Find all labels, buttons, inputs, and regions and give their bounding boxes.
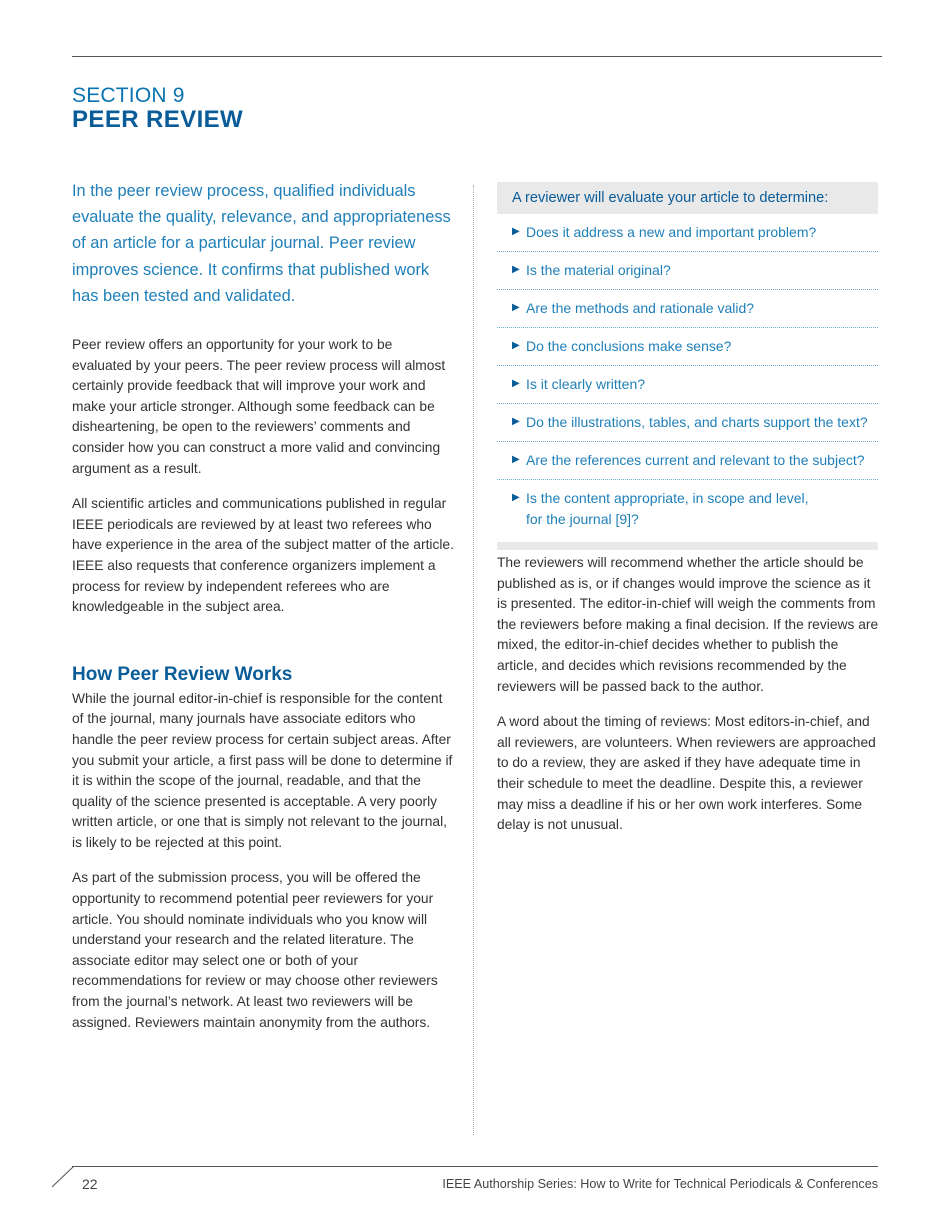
reviewer-checklist-box [497, 182, 878, 550]
body-paragraph-3: While the journal editor-in-chief is responsible for the content of the journal, many journals have associate editors who handle the peer review process for certain subject areas. After you submit your article, a first pass will be done to determine if it is within the scope of the journal, readable, and that the quality of the science presented is acceptable. A very poorly written article, or one that is simply not relevant to the journal, is likely to be rejected at this point. [72, 690, 453, 850]
checklist [497, 214, 878, 542]
footer-slash-icon [52, 1166, 76, 1188]
list-item: ▶ Is the material original? [497, 252, 878, 290]
list-item: ▶ Do the illustrations, tables, and charts support the text? [497, 404, 878, 442]
triangle-bullet-icon: ▶ [512, 264, 520, 275]
body-paragraph-1: Peer review offers an opportunity for your work to be evaluated by your peers. The peer review process will almost certainly provide feedback that will improve your work and make your article stronger. Although some feedback can be disheartening, be open to the reviewers’ comments and consider how you can construct a more valid and convincing argument as a result. [72, 337, 446, 476]
list-item: ▶ Is the content appropriate, in scope and level, for the journal [9]? [512, 490, 809, 527]
right-paragraph-2: A word about the timing of reviews: Most editors-in-chief, and all reviewers, are volunteers. When reviewers are approached to do a review, they are asked if they have adequate time in their schedule to meet the deadline. Despite this, a reviewer may miss a deadline if his or her own work interferes. Some delay is not unusual. [497, 714, 876, 833]
left-column [72, 178, 454, 1033]
triangle-bullet-icon: ▶ [512, 378, 520, 389]
triangle-bullet-icon: ▶ [512, 454, 520, 465]
footer-rule [72, 1166, 878, 1167]
triangle-bullet-icon: ▶ [512, 416, 520, 427]
triangle-bullet-icon: ▶ [512, 226, 520, 237]
triangle-bullet-icon: ▶ [512, 340, 520, 351]
section-label: SECTION 9 [72, 84, 185, 107]
header-rule [72, 56, 882, 57]
list-item: ▶ Are the references current and relevant to the subject? [497, 442, 878, 480]
subheading-how-peer-review-works: How Peer Review Works [72, 663, 293, 685]
list-item: ▶ Is it clearly written? [497, 366, 878, 404]
body-paragraph-2: All scientific articles and communications published in regular IEEE periodicals are reviewed by at least two referees who have experience in the area of the subject matter of the article. IEEE also requests that conference organizers implement a process for review by independent referees who are knowledgeable in the subject area. [72, 496, 454, 615]
body-paragraph-4: As part of the submission process, you will be offered the opportunity to recommend potential peer reviewers for your article. You should nominate individuals who you know will understand your research and the related literature. The associate editor may select one or both of your recommendations for review or may choose other reviewers from the journal’s network. At least two reviewers will be assigned. Reviewers maintain anonymity from the authors. [72, 870, 438, 1030]
page-title: PEER REVIEW [72, 106, 244, 133]
triangle-bullet-icon: ▶ [512, 302, 520, 313]
column-divider [473, 185, 474, 1135]
right-paragraph-1: The reviewers will recommend whether the article should be published as is, or if changes would improve the science as it is presented. The editor-in-chief will weigh the comments from the reviewers before making a final decision. If the reviews are mixed, the editor-in-chief decides whether to publish the article, and decides which revisions recommended by the reviewers will be passed back to the author. [497, 555, 879, 694]
list-item: ▶ Are the methods and rationale valid? [497, 290, 878, 328]
page-number: 22 [82, 1176, 98, 1192]
checklist-header: A reviewer will evaluate your article to determine: [497, 182, 878, 214]
triangle-bullet-icon: ▶ [512, 492, 520, 503]
list-item: ▶ Do the conclusions make sense? [497, 328, 878, 366]
list-item: ▶ Does it address a new and important problem? [497, 214, 878, 252]
footer-series-title: IEEE Authorship Series: How to Write for Technical Periodicals & Conferences [442, 1177, 878, 1191]
lead-paragraph: In the peer review process, qualified individuals evaluate the quality, relevance, and appropriateness of an article for a particular journal. Peer review improves science. It confirms that published work has been tested and validated. [72, 182, 451, 305]
checklist-footer-bar [497, 542, 878, 550]
right-column [497, 553, 879, 836]
